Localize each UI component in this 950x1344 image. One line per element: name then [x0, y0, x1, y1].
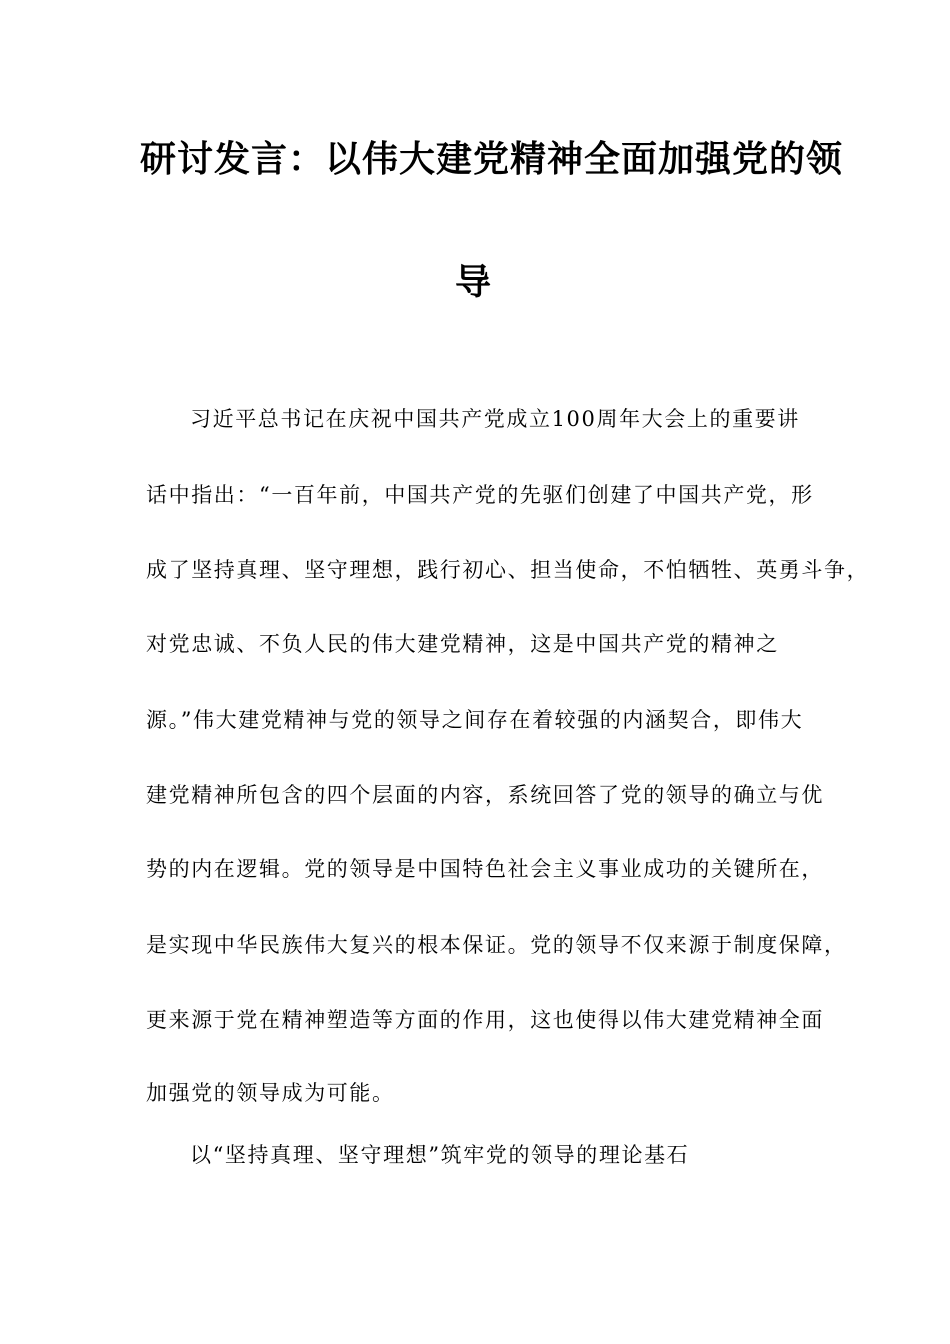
paragraph-line: 建党精神所包含的四个层面的内容，系统回答了党的领导的确立与优	[146, 783, 824, 807]
paragraph-line: 更来源于党在精神塑造等方面的作用，这也使得以伟大建党精神全面	[146, 1008, 824, 1032]
paragraph-line: 成了坚持真理、坚守理想，践行初心、担当使命，不怕牺牲、英勇斗争，	[146, 558, 870, 582]
paragraph-line: 势的内在逻辑。党的领导是中国特色社会主义事业成功的关键所在，	[146, 857, 824, 881]
paragraph-line: 对党忠诚、不负人民的伟大建党精神，这是中国共产党的精神之	[146, 632, 779, 656]
paragraph-line: 源。”伟大建党精神与党的领导之间存在着较强的内涵契合，即伟大	[146, 708, 804, 732]
paragraph-line: 话中指出：“一百年前，中国共产党的先驱们创建了中国共产党，形	[146, 483, 814, 507]
section-heading: 以“坚持真理、坚守理想”筑牢党的领导的理论基石	[190, 1143, 690, 1167]
paragraph-line: 加强党的领导成为可能。	[146, 1081, 395, 1105]
paragraph-line: 是实现中华民族伟大复兴的根本保证。党的领导不仅来源于制度保障，	[146, 933, 847, 957]
paragraph-line: 习近平总书记在庆祝中国共产党成立100周年大会上的重要讲	[190, 407, 800, 431]
document-title: 研讨发言：以伟大建党精神全面加强党的领	[140, 139, 844, 180]
document-title-continuation: 导	[455, 262, 492, 303]
